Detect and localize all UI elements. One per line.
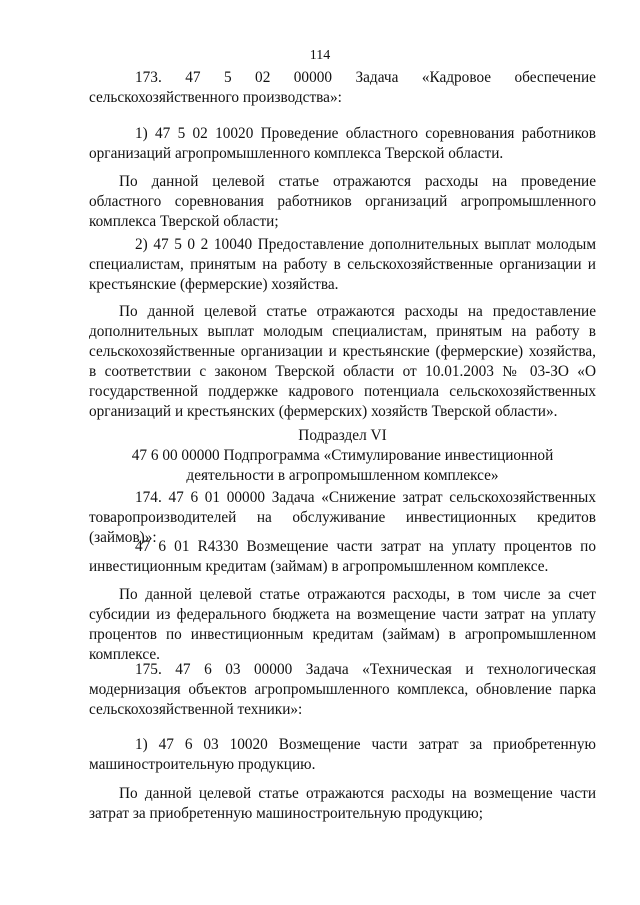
task-173-heading-line (89, 68, 596, 88)
paragraph: 1) 47 6 03 10020 Возмещение части затрат за приобретенную машиностроительную продукцию. (89, 736, 596, 773)
paragraph: По данной целевой статье отражаются расходы, в том числе за счет субсидии из федерального бюджета на возмещение части затрат на уплату процентов по инвестиционным кредитам (займам) в агропромышленном комплексе. (89, 586, 596, 663)
code-part: 02 (255, 69, 271, 86)
paragraph: 175. 47 6 03 00000 Задача «Техническая и технологическая модернизация объектов агропромышленного комплекса, обновление парка сельскохозяйственной техники»: (89, 661, 596, 718)
paragraph: 174. 47 6 01 00000 Задача «Снижение затрат сельскохозяйственных товаропроизводителей на обслуживание инвестиционных кредитов (займов)»: (89, 489, 596, 546)
word: обеспечение (514, 69, 596, 86)
paragraph: По данной целевой статье отражаются расходы на возмещение части затрат за приобретенную машиностроительную продукцию; (89, 785, 596, 822)
task-173-heading-cont: сельскохозяйственного производства»: (89, 89, 342, 106)
page-number: 114 (309, 48, 331, 63)
item-number: 173. (135, 69, 162, 86)
subprogram-title-line2: деятельности в агропромышленном комплексе» (186, 467, 499, 484)
paragraph: 1) 47 5 02 10020 Проведение областного соревнования работников организаций агропромышленного комплекса Тверской области. (89, 125, 596, 162)
code-part: 5 (223, 69, 232, 86)
code-part: 47 (185, 69, 201, 86)
paragraph: 2) 47 5 0 2 10040 Предоставление дополнительных выплат молодым специалистам, принятым на работу в сельскохозяйственные организации и крестьянские (фермерские) хозяйства. (89, 236, 596, 293)
word: Задача (355, 69, 399, 86)
code-part: 00000 (293, 69, 333, 86)
subsection-title: Подраздел VI (298, 427, 387, 444)
paragraph: По данной целевой статье отражаются расходы на проведение областного соревнования работников организаций агропромышленного комплекса Тверской области; (89, 173, 596, 230)
paragraph: По данной целевой статье отражаются расходы на предоставление дополнительных выплат молодым специалистам, принятым на работу в сельскохозяйственные организации и крестьянские (фермерские) хозяйства, в соответствии с законом Тверской области от 10.01.2003 № 03-ЗО «О государственной поддержке кадрового потенциала сельскохозяйственных организаций и крестьянских (фермерских) хозяйств Тверской области». (89, 303, 596, 420)
subprogram-title-line1: 47 6 00 00000 Подпрограмма «Стимулирование инвестиционной (131, 447, 554, 464)
paragraph: 47 6 01 R4330 Возмещение части затрат на уплату процентов по инвестиционным кредитам (займам) в агропромышленном комплексе. (89, 538, 596, 575)
word: «Кадровое (421, 69, 492, 86)
